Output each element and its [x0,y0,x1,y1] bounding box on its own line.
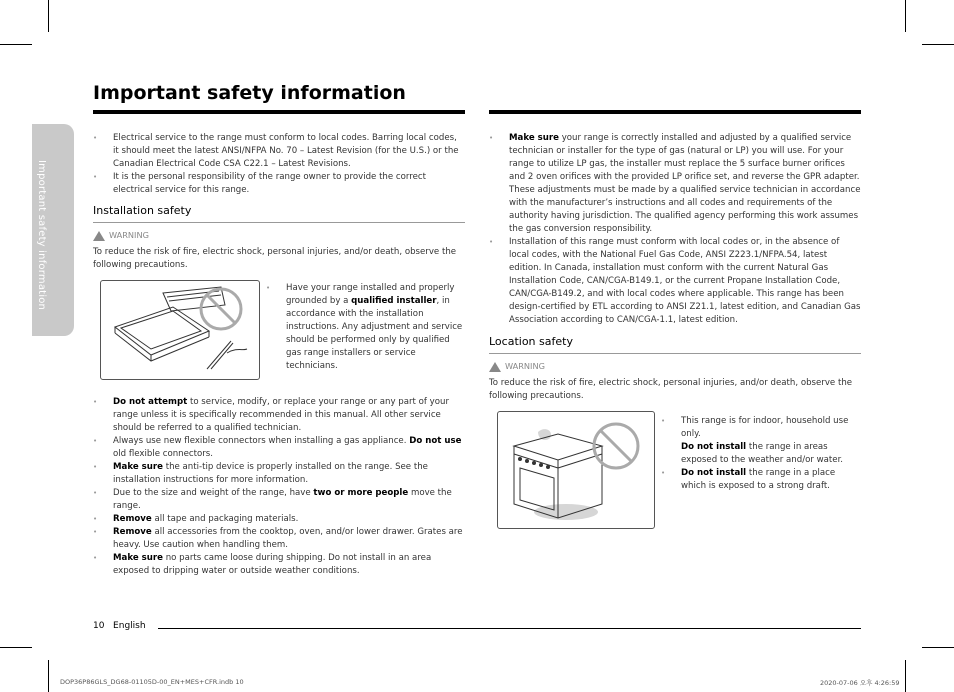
warning-text: To reduce the risk of fire, electric shock, personal injuries, and/or death, observe the following precautions. [489,378,853,401]
location-figure [497,411,655,529]
crop-mark [0,44,32,45]
list-item: • Make sure the anti-tip device is properly installed on the range. See the installation instructions for more information. [93,461,465,487]
footer-rule [158,628,861,629]
list-item: • Remove all accessories from the cooktop, oven, and/or lower drawer. Grates are heavy. Use caution when handling them. [93,526,465,552]
warning-label [489,360,861,373]
location-heading: Location safety [489,335,573,348]
warning-text: To reduce the risk of fire, electric shock, personal injuries, and/or death, observe the following precautions. [93,247,457,270]
list-item: • Do not attempt to service, modify, or replace your range or any part of your range unless it is specifically recommended in this manual. All other service should be referred to a qualified technician. [93,396,465,435]
page-title: Important safety information [93,82,406,104]
right-column [489,132,861,537]
list-item: • Due to the size and weight of the range, have two or more people move the range. [93,487,465,513]
crop-mark [905,660,906,692]
side-tab [32,124,74,336]
installer-figure [100,280,260,380]
crop-mark [48,660,49,692]
list-item: • It is the personal responsibility of the range owner to provide the correct electrical service for this range. [93,171,465,197]
warning-text-label: WARNING [505,361,545,371]
crop-mark [0,647,32,648]
list-item: • This range is for indoor, household use only. Do not install the range in areas exposed to the weather and/or water. [661,415,861,467]
warning-icon [489,362,501,372]
figure-note-list [266,282,465,373]
precautions-list [93,396,465,578]
warning-text-label: WARNING [109,230,149,240]
range-location-icon [498,412,654,528]
list-item: • Electrical service to the range must conform to local codes. Barring local codes, it should meet the latest ANSI/NFPA No. 70 – Latest Revision (for the U.S.) or the Canadian Electrical Code CSA C22.1 – Latest Revisions. [93,132,465,171]
footer [93,621,146,631]
print-date: 2020-07-06 오후 4:26:59 [820,679,900,687]
crop-mark [922,647,954,648]
title-rule-left [93,110,465,114]
divider [93,222,465,223]
list-item: • Make sure no parts came loose during shipping. Do not install in an area exposed to dripping water or outside weather conditions. [93,552,465,578]
installation-heading: Installation safety [93,204,192,217]
divider [489,353,861,354]
crop-mark [905,0,906,32]
list-item: • Do not install the range in a place which is exposed to a strong draft. [661,467,861,493]
figure-row [93,278,465,396]
figure-row [489,407,861,537]
warning-label [93,229,465,242]
list-item: • Make sure your range is correctly installed and adjusted by a qualified service technician or installer for the type of gas (natural or LP) you will use. For your range to utilize LP gas, the installer must replace the 5 surface burner orifices and 2 oven orifices with the provided LP orifice set, and reverse the GPR adapter. These adjustments must be made by a qualified service technician in accordance with the manufacturer’s instructions and all codes and requirements of the authority having jurisdiction. The qualified agency performing this work assumes the gas conversion responsibility. [489,132,861,236]
location-note-list [661,415,861,493]
side-tab-label: Important safety information [36,160,47,311]
list-item: • Always use new flexible connectors when installing a gas appliance. Do not use old flexible connectors. [93,435,465,461]
print-filename: DOP36P86GLS_DG68-01105D-00_EN+MES+CFR.indb 10 [60,678,244,686]
list-item: • Remove all tape and packaging materials. [93,513,465,526]
title-rule-right [489,110,861,114]
list-item: • Installation of this range must conform with local codes or, in the absence of local codes, with the National Fuel Gas Code, ANSI Z223.1/NFPA.54, latest edition. In Canada, installation must conform with the current Natural Gas Installation Code, CAN/CGA-B149.1, or the current Propane Installation Code, CAN/CGA-B149.2, and with local codes where applicable. This range has been design-certified by ETL according to ANSI Z21.1, latest edition, and Canadian Gas Association according to CAN/CGA-1.1, latest edition. [489,236,861,327]
left-column [93,132,465,578]
right-list [489,132,861,327]
crop-mark [922,44,954,45]
crop-mark [48,0,49,32]
language: English [113,621,146,631]
range-installation-icon [101,281,259,379]
page-number: 10 [93,621,105,631]
list-item: • Have your range installed and properly grounded by a qualified installer, in accordance with the installation instructions. Any adjustment and service should be performed only by qualified gas range installers or service technicians. [266,282,465,373]
intro-list [93,132,465,197]
warning-icon [93,231,105,241]
